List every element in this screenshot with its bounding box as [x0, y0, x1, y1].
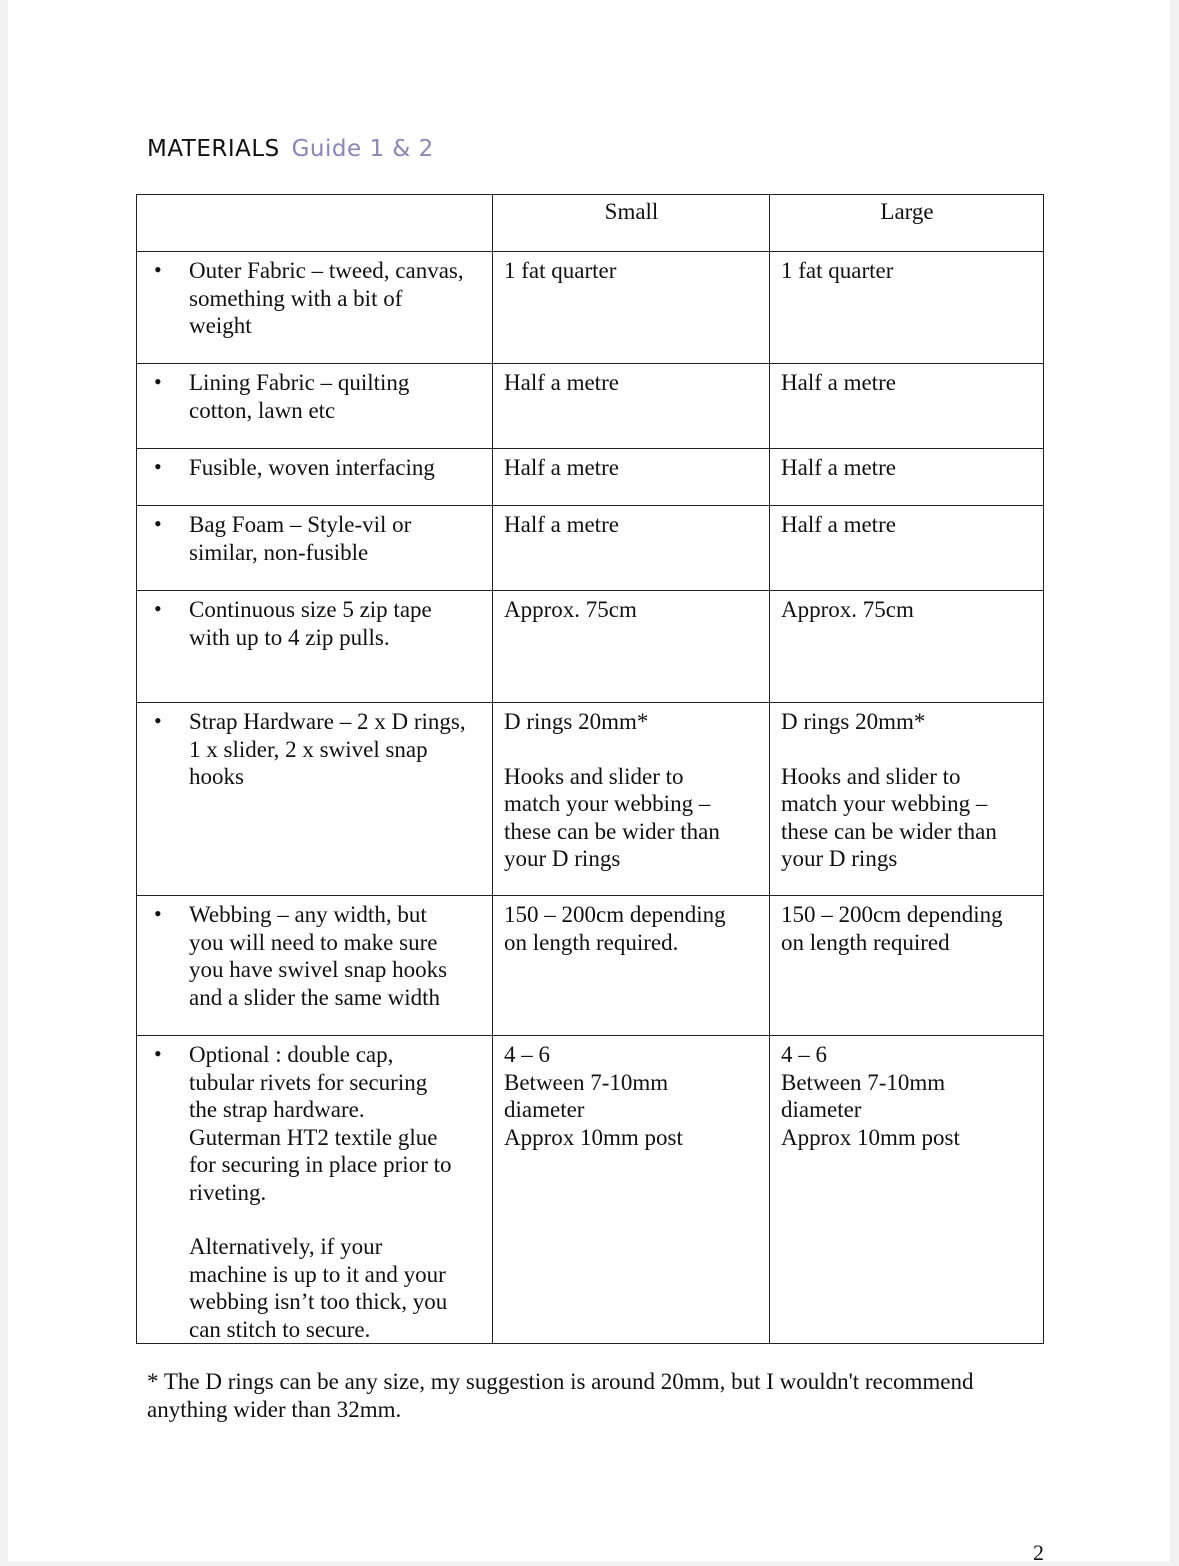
small-quantity-value: D rings 20mm*: [504, 709, 649, 734]
bullet-icon: •: [154, 901, 162, 926]
list-item: [148, 1039, 482, 1343]
table-header-row: [137, 195, 1044, 252]
bullet-icon: •: [154, 369, 162, 394]
small-quantity-value: Half a metre: [504, 455, 619, 480]
header-cell-large: Large: [770, 195, 1044, 252]
large-quantity-cell: [770, 703, 1044, 896]
small-quantity-cell: [493, 449, 770, 506]
small-quantity-value: Half a metre: [504, 512, 619, 537]
header-cell-item: [137, 195, 493, 252]
small-quantity-value: 4 – 6 Between 7-10mm diameter Approx 10mm post: [504, 1042, 683, 1150]
small-quantity-value: Approx. 75cm: [504, 597, 637, 622]
list-item: [148, 452, 482, 482]
material-item-cell: [137, 252, 493, 364]
bullet-icon: •: [154, 708, 162, 733]
footnote: * The D rings can be any size, my suggestion is around 20mm, but I wouldn't recommend anything wider than 32mm.: [147, 1369, 974, 1422]
large-quantity-note: Hooks and slider to match your webbing – these can be wider than your D rings: [781, 763, 997, 871]
large-quantity-value: Half a metre: [781, 455, 896, 480]
large-quantity-value: Approx. 75cm: [781, 597, 914, 622]
table-row: [137, 449, 1044, 506]
small-quantity-value: Half a metre: [504, 370, 619, 395]
material-item-cell: [137, 506, 493, 591]
large-quantity-value: 4 – 6 Between 7-10mm diameter Approx 10mm post: [781, 1042, 960, 1150]
small-quantity-cell: [493, 1036, 770, 1344]
material-item-text: Strap Hardware – 2 x D rings, 1 x slider, 2 x swivel snap hooks: [189, 709, 466, 789]
list-item: [148, 706, 482, 791]
large-quantity-cell: [770, 449, 1044, 506]
table-row: [137, 506, 1044, 591]
bullet-icon: •: [154, 511, 162, 536]
material-item-cell: [137, 1036, 493, 1344]
table-row: [137, 1036, 1044, 1344]
heading-subtitle: Guide 1 & 2: [291, 136, 434, 162]
table-row: [137, 591, 1044, 703]
large-quantity-value: Half a metre: [781, 512, 896, 537]
material-item-text: Outer Fabric – tweed, canvas, something with a bit of weight: [189, 258, 464, 338]
bullet-icon: •: [154, 1041, 162, 1066]
small-quantity-cell: [493, 703, 770, 896]
list-item: [148, 594, 482, 651]
bullet-icon: •: [154, 257, 162, 282]
large-quantity-value: 1 fat quarter: [781, 258, 894, 283]
small-quantity-cell: [493, 364, 770, 449]
header-cell-small: Small: [493, 195, 770, 252]
material-item-cell: [137, 364, 493, 449]
small-quantity-value: 1 fat quarter: [504, 258, 617, 283]
bullet-icon: •: [154, 454, 162, 479]
table-row: [137, 896, 1044, 1036]
small-quantity-cell: [493, 252, 770, 364]
material-item-cell: [137, 896, 493, 1036]
material-item-text: Bag Foam – Style-vil or similar, non-fusible: [189, 512, 412, 565]
table-row: [137, 703, 1044, 896]
material-item-text: Continuous size 5 zip tape with up to 4 zip pulls.: [189, 597, 432, 650]
material-item-text: Webbing – any width, but you will need to make sure you have swivel snap hooks and a slider the same width: [189, 902, 448, 1010]
material-item-cell: [137, 591, 493, 703]
materials-table: [136, 194, 1044, 1344]
large-quantity-cell: [770, 1036, 1044, 1344]
table-row: [137, 364, 1044, 449]
large-quantity-value: 150 – 200cm depending on length required: [781, 902, 1003, 955]
material-item-text: Fusible, woven interfacing: [189, 455, 435, 480]
material-item-cell: [137, 703, 493, 896]
list-item: [148, 255, 482, 340]
large-quantity-cell: [770, 591, 1044, 703]
small-quantity-cell: [493, 591, 770, 703]
large-quantity-cell: [770, 364, 1044, 449]
page-number: 2: [1033, 1540, 1044, 1565]
list-item: [148, 509, 482, 566]
small-quantity-cell: [493, 506, 770, 591]
material-item-text: Lining Fabric – quilting cotton, lawn etc: [189, 370, 410, 423]
material-item-note: Alternatively, if your machine is up to it and your webbing isn’t too thick, you can stitch to secure.: [189, 1234, 448, 1342]
bullet-icon: •: [154, 596, 162, 621]
material-item-cell: [137, 449, 493, 506]
small-quantity-value: 150 – 200cm depending on length required.: [504, 902, 726, 955]
large-quantity-value: D rings 20mm*: [781, 709, 926, 734]
large-quantity-cell: [770, 506, 1044, 591]
large-quantity-cell: [770, 252, 1044, 364]
page-heading: [147, 136, 434, 162]
large-quantity-cell: [770, 896, 1044, 1036]
large-quantity-value: Half a metre: [781, 370, 896, 395]
material-item-text: Optional : double cap, tubular rivets for securing the strap hardware. Guterman HT2 textile glue for securing in place prior to riveting.: [189, 1042, 452, 1205]
list-item: [148, 899, 482, 1011]
heading-title: MATERIALS: [147, 136, 280, 162]
small-quantity-note: Hooks and slider to match your webbing – these can be wider than your D rings: [504, 763, 720, 871]
list-item: [148, 367, 482, 424]
small-quantity-cell: [493, 896, 770, 1036]
table-row: [137, 252, 1044, 364]
